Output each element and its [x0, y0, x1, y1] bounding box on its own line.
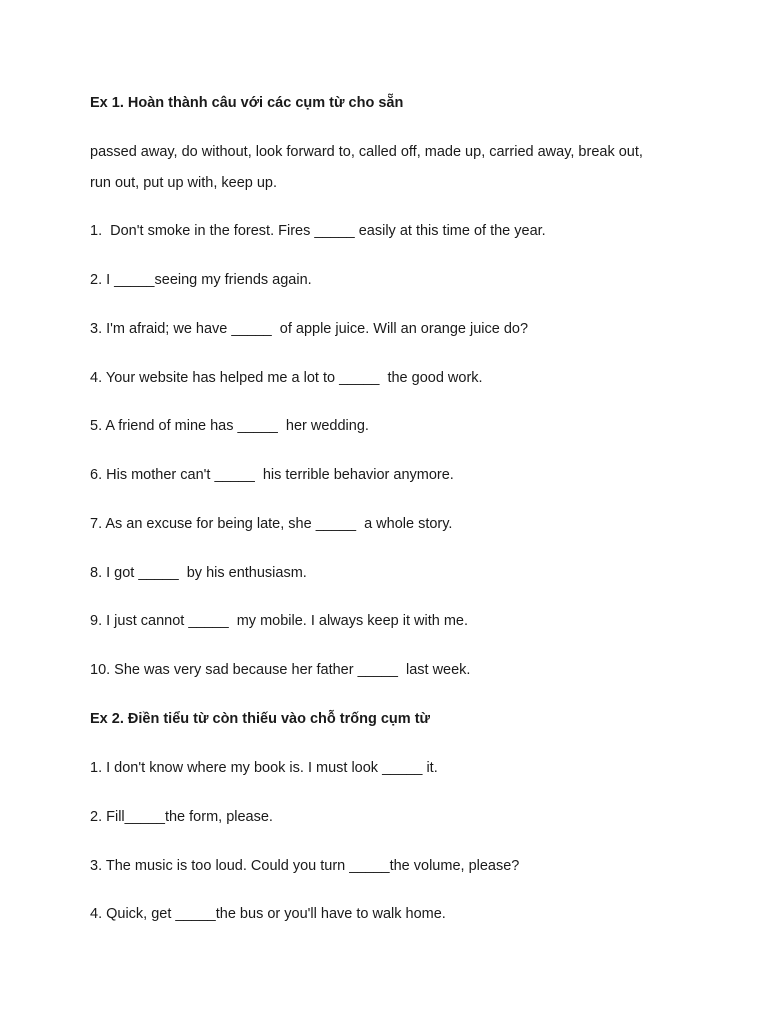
exercise-2-title: Ex 2. Điền tiểu từ còn thiếu vào chỗ trống cụm từ — [90, 711, 431, 727]
ex1-question-6: 6. His mother can't _____ his terrible behavior anymore. — [90, 467, 454, 483]
word-bank-line-1: passed away, do without, look forward to, called off, made up, carried away, break out, — [90, 144, 643, 160]
ex1-question-9: 9. I just cannot _____ my mobile. I always keep it with me. — [90, 613, 468, 629]
ex2-question-2: 2. Fill_____the form, please. — [90, 809, 273, 825]
ex2-question-1: 1. I don't know where my book is. I must look _____ it. — [90, 760, 438, 776]
ex2-question-4: 4. Quick, get _____the bus or you'll have to walk home. — [90, 906, 446, 922]
exercise-1-title: Ex 1. Hoàn thành câu với các cụm từ cho sẵn — [90, 95, 404, 111]
ex1-question-7: 7. As an excuse for being late, she _____ a whole story. — [90, 516, 453, 532]
ex1-question-5: 5. A friend of mine has _____ her wedding. — [90, 418, 369, 434]
ex1-question-10: 10. She was very sad because her father _____ last week. — [90, 662, 471, 678]
ex1-question-8: 8. I got _____ by his enthusiasm. — [90, 565, 307, 581]
ex1-question-1: 1. Don't smoke in the forest. Fires _____ easily at this time of the year. — [90, 223, 546, 239]
word-bank-line-2: run out, put up with, keep up. — [90, 175, 278, 191]
ex2-question-3: 3. The music is too loud. Could you turn _____the volume, please? — [90, 858, 520, 874]
ex1-question-4: 4. Your website has helped me a lot to _____ the good work. — [90, 370, 483, 386]
ex1-question-2: 2. I _____seeing my friends again. — [90, 272, 312, 288]
ex1-question-3: 3. I'm afraid; we have _____ of apple juice. Will an orange juice do? — [90, 321, 529, 337]
